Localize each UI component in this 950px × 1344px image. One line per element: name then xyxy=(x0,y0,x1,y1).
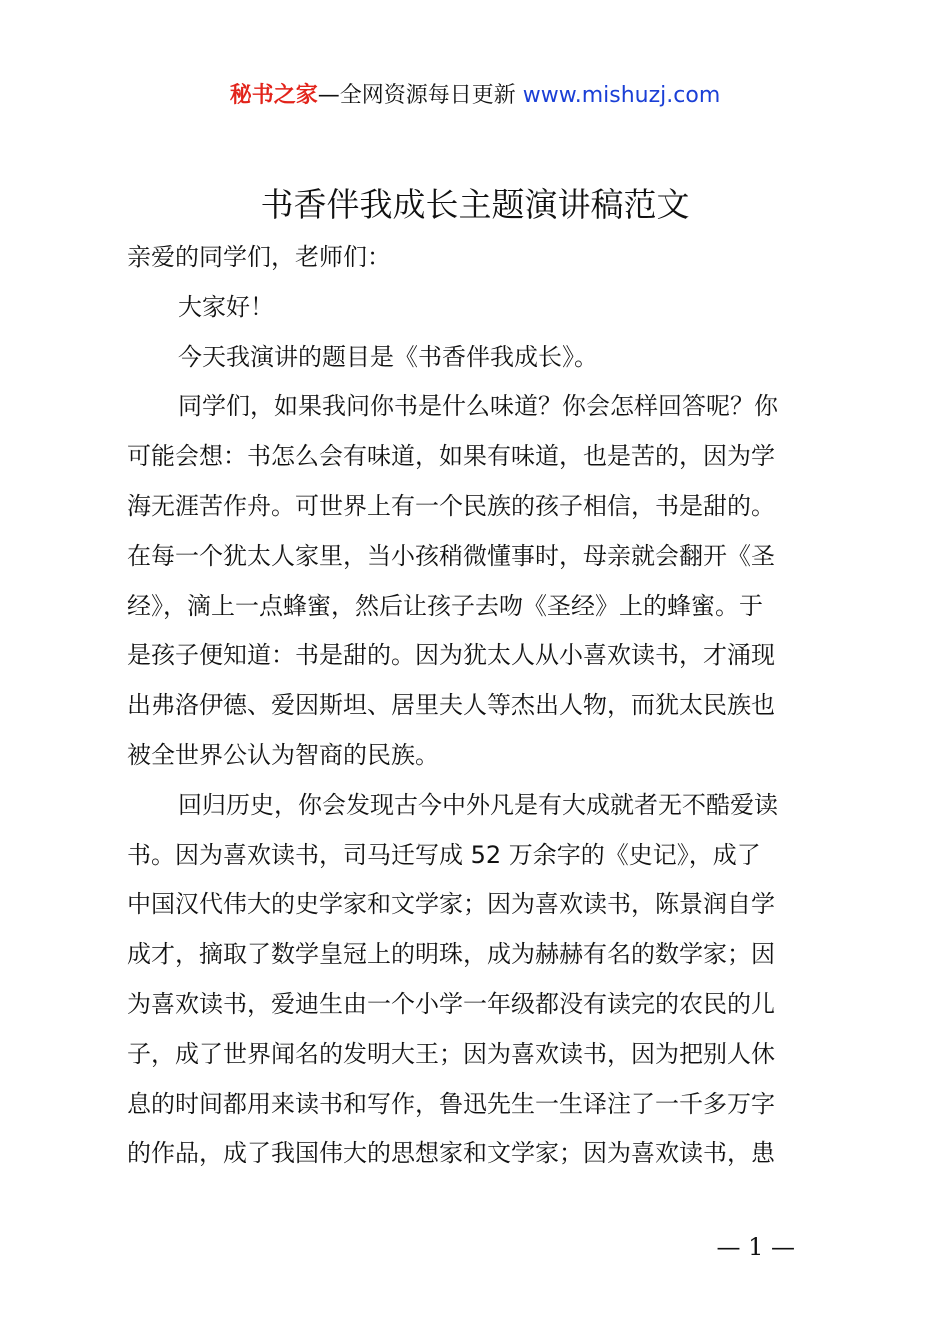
paragraph-line: 被全世界公认为智商的民族。 xyxy=(127,740,439,769)
paragraph-line: 为喜欢读书，爱迪生由一个小学一年级都没有读完的农民的儿 xyxy=(127,989,775,1018)
paragraph-line: 中国汉代伟大的史学家和文学家；因为喜欢读书，陈景润自学 xyxy=(127,890,775,919)
paragraph-line: 息的时间都用来读书和写作，鲁迅先生一生译注了一千多万字 xyxy=(127,1089,775,1118)
document-body xyxy=(127,233,837,1179)
document-title: 书香伴我成长主题演讲稿范文 xyxy=(260,185,690,224)
paragraph-line: 是孩子便知道：书是甜的。因为犹太人从小喜欢读书，才涌现 xyxy=(127,641,775,670)
paragraph-line: 的作品，成了我国伟大的思想家和文学家；因为喜欢读书，患 xyxy=(127,1139,775,1168)
site-tagline: —全网资源每日更新 xyxy=(317,83,523,108)
paragraph-line: 可能会想：书怎么会有味道，如果有味道，也是苦的，因为学 xyxy=(127,442,775,471)
salutation-line: 亲爱的同学们，老师们： xyxy=(127,243,391,271)
topic-line: 今天我演讲的题目是《书香伴我成长》。 xyxy=(178,342,598,371)
paragraph-line: 出弗洛伊德、爱因斯坦、居里夫人等杰出人物，而犹太民族也 xyxy=(127,691,775,720)
paragraph-line: 书。因为喜欢读书，司马迁写成 52 万余字的《史记》，成了 xyxy=(127,840,761,869)
site-header xyxy=(0,80,950,112)
page-number: — 1 — xyxy=(716,1233,795,1261)
paragraph-line: 海无涯苦作舟。可世界上有一个民族的孩子相信，书是甜的。 xyxy=(127,491,775,520)
page-footer xyxy=(0,1232,950,1262)
site-url-link[interactable]: www.mishuzj.com xyxy=(522,83,721,108)
paragraph-line: 子，成了世界闻名的发明大王；因为喜欢读书，因为把别人休 xyxy=(127,1039,775,1068)
site-brand[interactable]: 秘书之家 xyxy=(229,83,318,108)
paragraph-line: 同学们，如果我问你书是什么味道？你会怎样回答呢？你 xyxy=(178,392,778,421)
paragraph-line: 经》，滴上一点蜂蜜，然后让孩子去吻《圣经》上的蜂蜜。于 xyxy=(127,591,763,620)
paragraph-line: 回归历史，你会发现古今中外凡是有大成就者无不酷爱读 xyxy=(178,790,778,819)
paragraph-line: 成才，摘取了数学皇冠上的明珠，成为赫赫有名的数学家；因 xyxy=(127,940,775,969)
paragraph-line: 在每一个犹太人家里，当小孩稍微懂事时，母亲就会翻开《圣 xyxy=(127,541,775,570)
greeting-line: 大家好！ xyxy=(178,292,274,321)
